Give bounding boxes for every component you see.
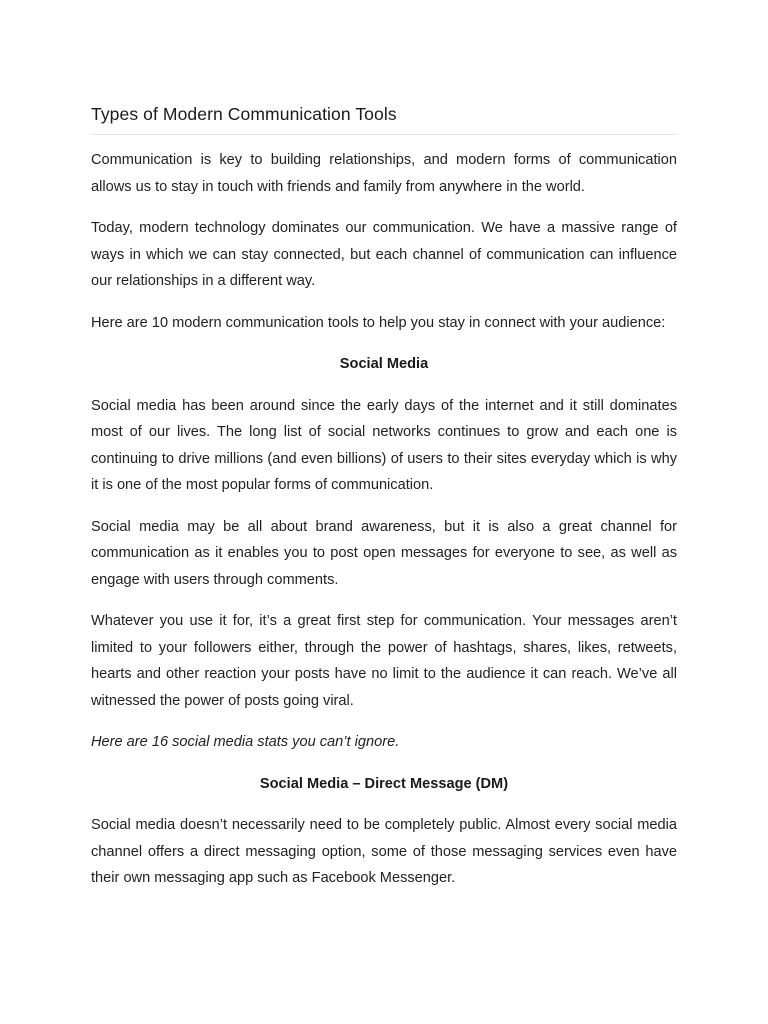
body-paragraph: Social media has been around since the early days of the internet and it still dominates most of our lives. The long list of social networks continues to grow and each one is continuing to drive millions (and even billions) of users to their sites everyday which is why it is one of the most popular forms of communication.: [91, 397, 677, 493]
body-paragraph: Social media may be all about brand awareness, but it is also a great channel for communication as it enables you to post open messages for everyone to see, as well as engage with users through comments.: [91, 518, 677, 588]
body-paragraph: Whatever you use it for, it’s a great first step for communication. Your messages aren’t limited to your followers either, through the power of hashtags, shares, likes, retweets, hearts and other reaction your posts have no limit to the audience it can reach. We’ve all witnessed the power of posts going viral.: [91, 613, 677, 709]
section-heading-social-media: Social Media: [339, 356, 429, 372]
body-paragraph: Social media doesn’t necessarily need to be completely public. Almost every social media channel offers a direct messaging option, some of those messaging services even have their own messaging app such as Facebook Messenger.: [91, 817, 677, 886]
document-page: [91, 100, 677, 907]
section-heading-direct-message: Social Media – Direct Message (DM): [259, 775, 509, 792]
intro-paragraph: Communication is key to building relationships, and modern forms of communication allows us to stay in touch with friends and family from anywhere in the world.: [91, 152, 677, 195]
intro-paragraph: Here are 10 modern communication tools to help you stay in connect with your audience:: [91, 314, 666, 331]
page-title: Types of Modern Communication Tools: [91, 100, 677, 135]
stats-note: Here are 16 social media stats you can’t ignore.: [91, 734, 400, 750]
intro-paragraph: Today, modern technology dominates our communication. We have a massive range of ways in which we can stay connected, but each channel of communication can influence our relationships in a different way.: [91, 220, 677, 289]
